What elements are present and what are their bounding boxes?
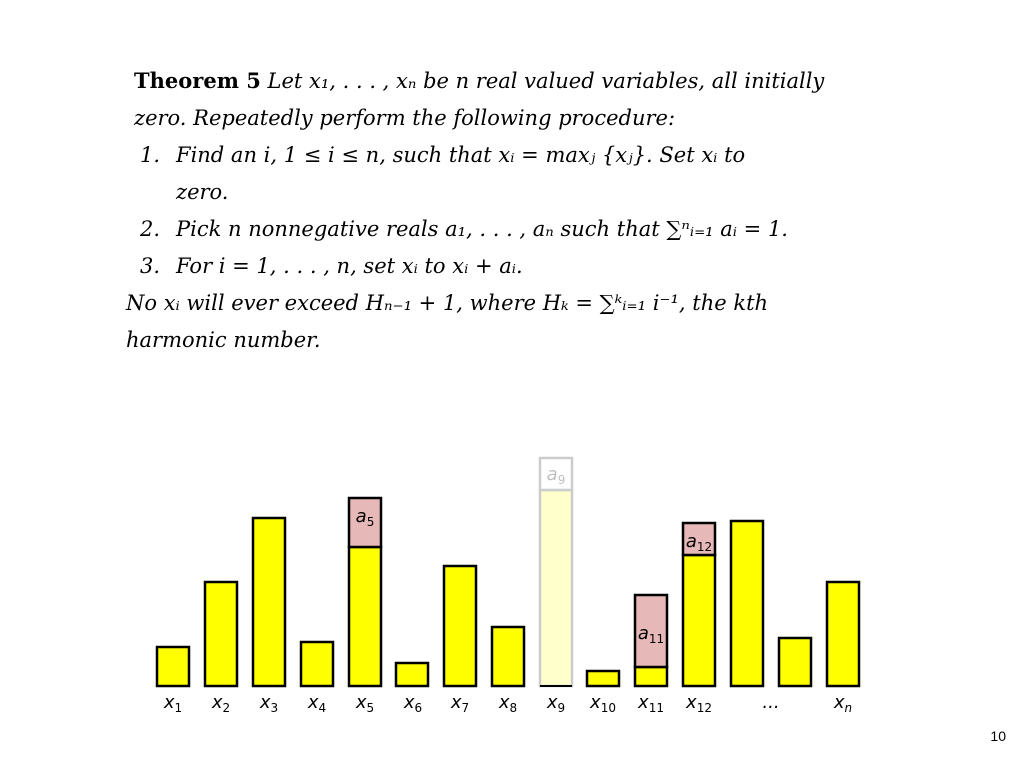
step-text: For i = 1, . . . , n, set xᵢ to xᵢ + aᵢ. bbox=[176, 254, 523, 278]
bar-7 bbox=[492, 627, 524, 686]
category-label-x5: $x_5$ bbox=[355, 692, 375, 715]
increment-label-a11: $a_{11}$ bbox=[637, 623, 665, 646]
bar-figure bbox=[0, 440, 1024, 740]
bar-4 bbox=[349, 547, 381, 686]
bar-2 bbox=[253, 518, 285, 686]
bar-6 bbox=[444, 566, 476, 686]
increment-label-a5: $a_5$ bbox=[355, 506, 375, 529]
theorem-conclusion-line1: No xᵢ will ever exceed Hₙ₋₁ + 1, where Hₖ = ∑ᵏᵢ₌₁ i⁻¹, the kth bbox=[126, 291, 769, 315]
theorem-intro-line1 bbox=[126, 62, 906, 100]
bar-1 bbox=[205, 582, 237, 686]
bar-12 bbox=[731, 521, 763, 686]
category-label-xn: $x_n$ bbox=[833, 692, 853, 715]
category-label-x6: $x_6$ bbox=[403, 692, 423, 715]
category-label-x10: $x_{10}$ bbox=[590, 692, 616, 715]
increment-label-a9: $a_9$ bbox=[546, 464, 566, 487]
step-number: 1. bbox=[140, 143, 161, 167]
theorem-step-3 bbox=[126, 248, 906, 285]
theorem-step-1-continuation: zero. bbox=[176, 180, 229, 204]
bar-14 bbox=[827, 582, 859, 686]
increment-label-a12: $a_{12}$ bbox=[685, 531, 713, 554]
category-label-x4: $x_4$ bbox=[307, 692, 327, 715]
bar-5 bbox=[396, 663, 428, 686]
bar-0 bbox=[157, 647, 189, 686]
theorem-intro-line2: zero. Repeatedly perform the following procedure: bbox=[134, 106, 676, 130]
theorem-block bbox=[126, 62, 906, 359]
category-label-x8: $x_8$ bbox=[498, 692, 518, 715]
theorem-title: Theorem 5 bbox=[134, 68, 261, 93]
step-text: Find an i, 1 ≤ i ≤ n, such that xᵢ = maxⱼ {xⱼ}. Set xᵢ to bbox=[176, 143, 746, 167]
category-label-...: ... bbox=[762, 692, 780, 713]
category-label-x11: $x_{11}$ bbox=[638, 692, 664, 715]
bar-3 bbox=[301, 642, 333, 686]
theorem-intro-text: Let x₁, . . . , xₙ be n real valued variables, all initially bbox=[267, 69, 825, 93]
bar-10 bbox=[635, 667, 667, 686]
page-number: 10 bbox=[990, 728, 1006, 744]
category-label-x1: $x_1$ bbox=[163, 692, 183, 715]
bar-13 bbox=[779, 638, 811, 686]
step-number: 3. bbox=[140, 254, 161, 278]
category-label-x3: $x_3$ bbox=[259, 692, 279, 715]
step-text: Pick n nonnegative reals a₁, . . . , aₙ such that ∑ⁿᵢ₌₁ aᵢ = 1. bbox=[176, 217, 788, 241]
bar-9 bbox=[587, 671, 619, 686]
category-label-x12: $x_{12}$ bbox=[686, 692, 712, 715]
category-label-x9: $x_9$ bbox=[546, 692, 566, 715]
bar-faded-x9 bbox=[540, 490, 572, 686]
bar-11 bbox=[683, 555, 715, 686]
theorem-step-1 bbox=[126, 137, 906, 174]
theorem-conclusion-line2: harmonic number. bbox=[126, 328, 321, 352]
category-label-x2: $x_2$ bbox=[211, 692, 231, 715]
category-label-x7: $x_7$ bbox=[450, 692, 470, 715]
theorem-step-2 bbox=[126, 211, 906, 248]
step-number: 2. bbox=[140, 217, 161, 241]
